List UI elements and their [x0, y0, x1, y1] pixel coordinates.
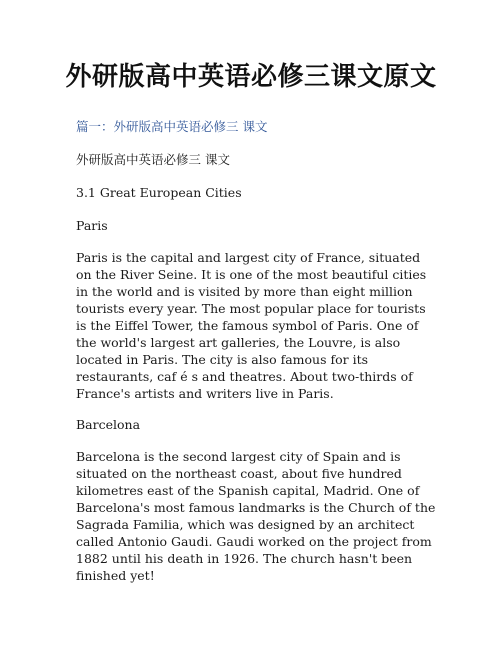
- city-heading-barcelona: Barcelona: [76, 417, 141, 432]
- document-title: 外研版高中英语必修三课文原文: [65, 62, 437, 92]
- section-label: 3.1 Great European Cities: [76, 185, 242, 200]
- article-subheading: 篇一：外研版高中英语必修三 课文: [76, 119, 268, 134]
- article-heading: 外研版高中英语必修三 课文: [76, 152, 230, 167]
- document-body: [76, 117, 438, 597]
- city-heading-paris: Paris: [76, 218, 108, 233]
- barcelona-paragraph: Barcelona is the second largest city of Spain and is situated on the northeast coast, about five hundred kilometres east of the Spanish capital, Madrid. One of Barcelona's most famous landmarks is the Church of the Sagrada Familia, which was designed by an architect called Antonio Gaudi. Gaudi worked on the project from 1882 until his death in 1926. The church hasn't been finished yet!: [76, 449, 436, 583]
- paris-paragraph: Paris is the capital and largest city of France, situated on the River Seine. It is one of the most beautiful cities in the world and is visited by more than eight million tourists every year. The most popular place for tourists is the Eiffel Tower, the famous symbol of Paris. One of the world's largest art galleries, the Louvre, is also located in Paris. The city is also famous for its restaurants, caf é s and theatres. About two-thirds of France's artists and writers live in Paris.: [76, 250, 427, 401]
